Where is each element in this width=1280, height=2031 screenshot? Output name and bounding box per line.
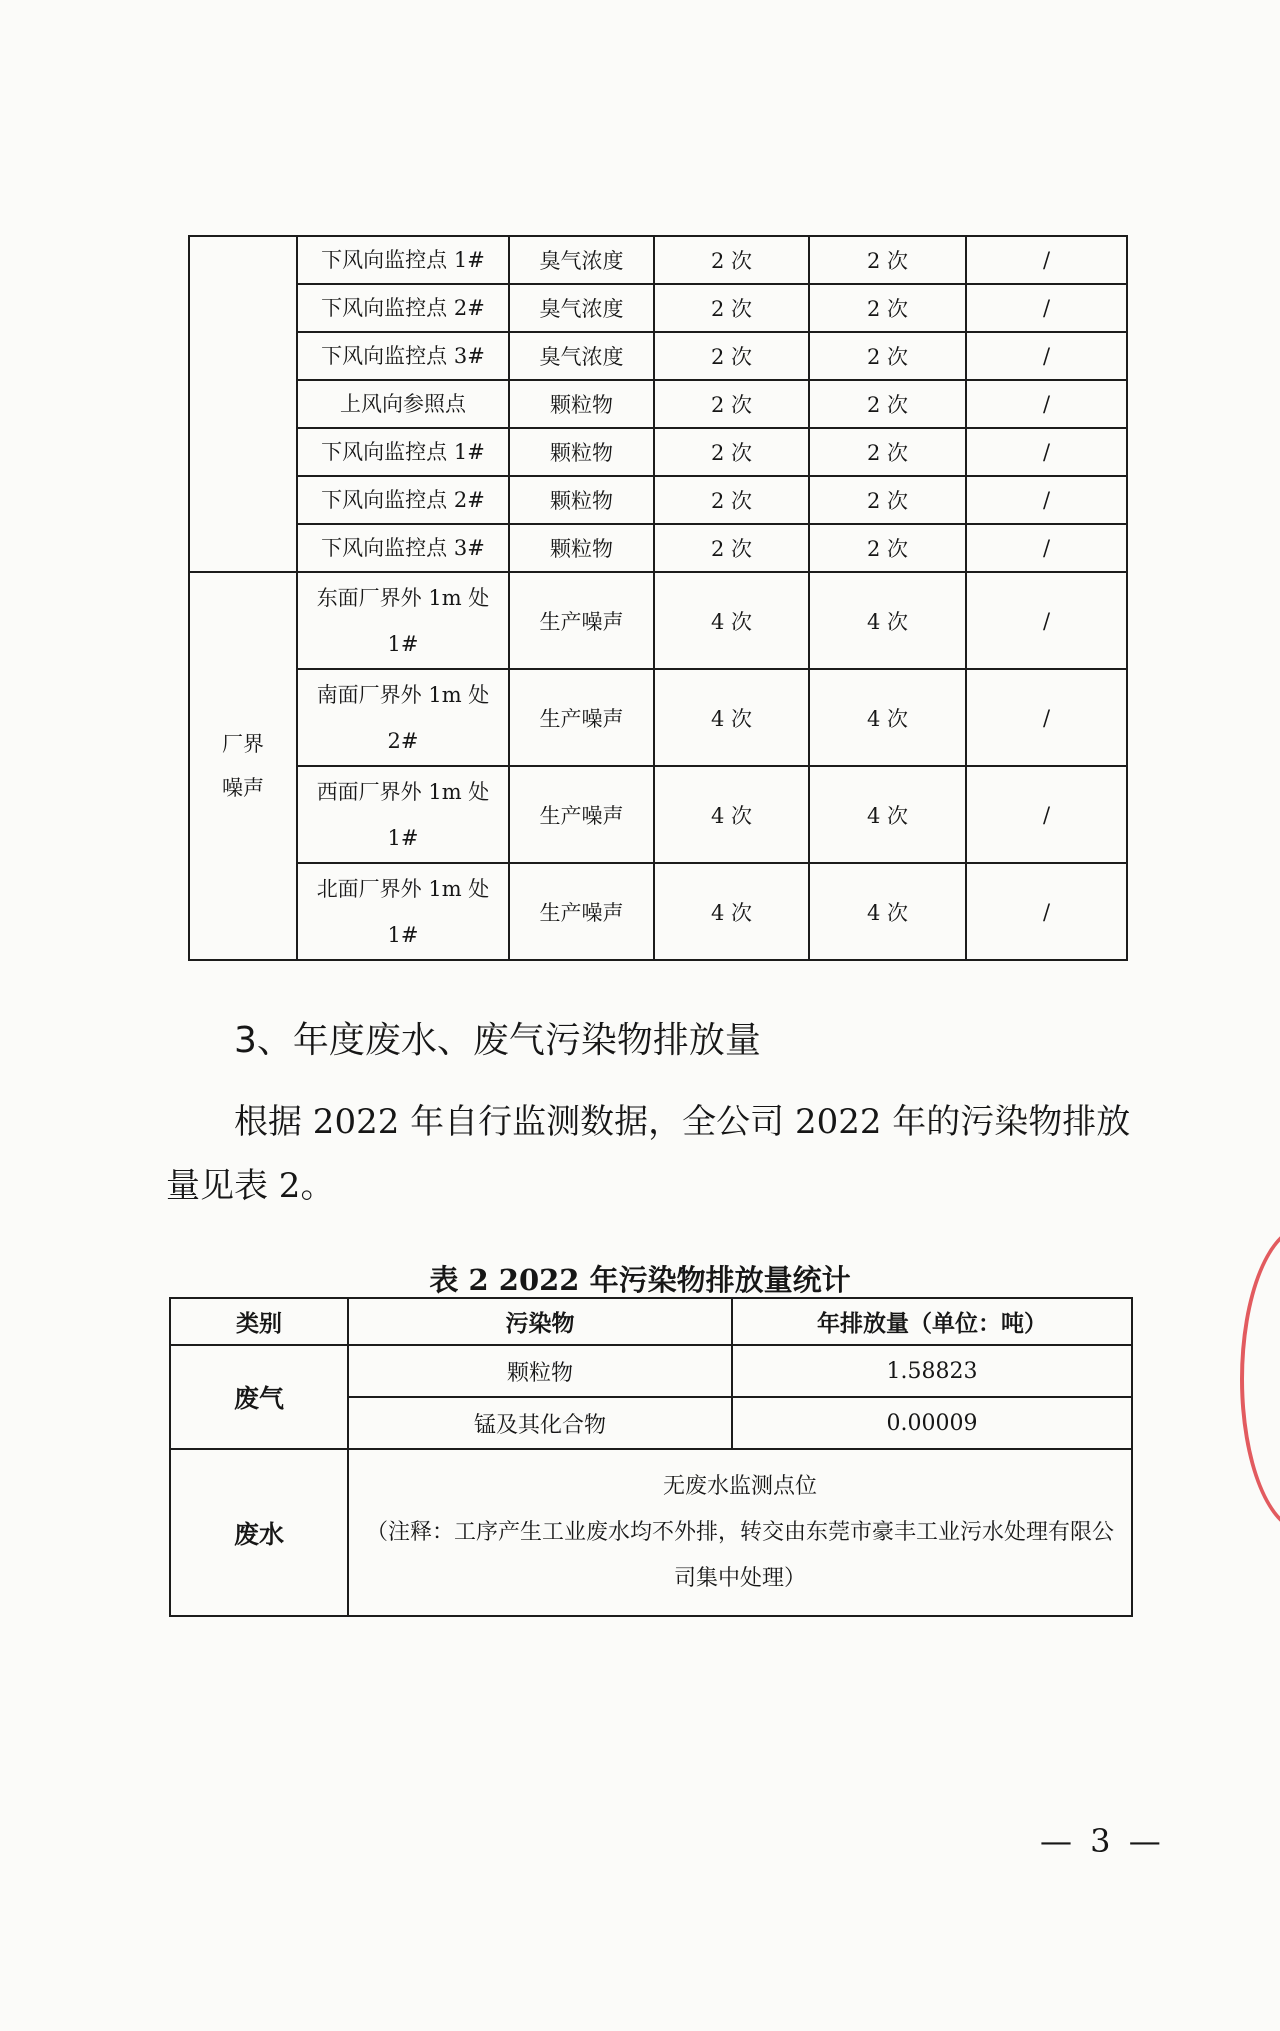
monitoring-item: 臭气浓度 bbox=[509, 332, 654, 380]
remark: / bbox=[966, 284, 1127, 332]
table-row bbox=[189, 524, 1127, 572]
completed-frequency: 2 次 bbox=[809, 332, 966, 380]
completed-frequency: 2 次 bbox=[809, 284, 966, 332]
monitoring-point: 下风向监控点 1# bbox=[297, 428, 509, 476]
amount-cell: 1.58823 bbox=[732, 1345, 1132, 1397]
table-row bbox=[189, 284, 1127, 332]
completed-frequency: 4 次 bbox=[809, 863, 966, 960]
table-row bbox=[170, 1449, 1132, 1616]
monitoring-point: 南面厂界外 1m 处 2# bbox=[297, 669, 509, 766]
monitoring-point: 西面厂界外 1m 处 1# bbox=[297, 766, 509, 863]
table-row bbox=[189, 766, 1127, 863]
amount-cell: 0.00009 bbox=[732, 1397, 1132, 1449]
planned-frequency: 2 次 bbox=[654, 284, 809, 332]
planned-frequency: 2 次 bbox=[654, 524, 809, 572]
table-title: 表 2 2022 年污染物排放量统计 bbox=[429, 1263, 851, 1297]
planned-frequency: 4 次 bbox=[654, 669, 809, 766]
monitoring-point: 上风向参照点 bbox=[297, 380, 509, 428]
gas-category-cell: 废气 bbox=[170, 1345, 348, 1449]
wastewater-note-cell: 无废水监测点位 （注释：工序产生工业废水均不外排，转交由东莞市豪丰工业污水处理有限公司集中处理） bbox=[348, 1449, 1132, 1616]
header-pollutant: 污染物 bbox=[348, 1298, 732, 1345]
completed-frequency: 2 次 bbox=[809, 236, 966, 284]
remark: / bbox=[966, 669, 1127, 766]
remark: / bbox=[966, 766, 1127, 863]
table-row bbox=[189, 669, 1127, 766]
pollutant-cell: 颗粒物 bbox=[348, 1345, 732, 1397]
table-row bbox=[189, 428, 1127, 476]
planned-frequency: 2 次 bbox=[654, 332, 809, 380]
monitoring-item: 生产噪声 bbox=[509, 863, 654, 960]
completed-frequency: 2 次 bbox=[809, 428, 966, 476]
pollutant-cell: 锰及其化合物 bbox=[348, 1397, 732, 1449]
table-row bbox=[189, 863, 1127, 960]
monitoring-table bbox=[188, 235, 1128, 961]
emission-table bbox=[169, 1297, 1133, 1617]
completed-frequency: 4 次 bbox=[809, 669, 966, 766]
planned-frequency: 4 次 bbox=[654, 572, 809, 669]
monitoring-item: 颗粒物 bbox=[509, 380, 654, 428]
water-category-cell: 废水 bbox=[170, 1449, 348, 1616]
completed-frequency: 2 次 bbox=[809, 380, 966, 428]
remark: / bbox=[966, 476, 1127, 524]
remark: / bbox=[966, 380, 1127, 428]
monitoring-item: 生产噪声 bbox=[509, 766, 654, 863]
planned-frequency: 4 次 bbox=[654, 863, 809, 960]
noise-category-cell: 厂界噪声 bbox=[189, 572, 297, 960]
planned-frequency: 2 次 bbox=[654, 380, 809, 428]
body-paragraph: 根据 2022 年自行监测数据，全公司 2022 年的污染物排放量见表 2。 bbox=[166, 1102, 1131, 1206]
completed-frequency: 2 次 bbox=[809, 476, 966, 524]
table-row bbox=[189, 236, 1127, 284]
header-category: 类别 bbox=[170, 1298, 348, 1345]
table-row bbox=[189, 476, 1127, 524]
table-row bbox=[189, 332, 1127, 380]
header-annual-emission: 年排放量（单位：吨） bbox=[732, 1298, 1132, 1345]
monitoring-point: 下风向监控点 3# bbox=[297, 332, 509, 380]
remark: / bbox=[966, 863, 1127, 960]
remark: / bbox=[966, 524, 1127, 572]
monitoring-point: 北面厂界外 1m 处 1# bbox=[297, 863, 509, 960]
page-number: — 3 — bbox=[1040, 1822, 1165, 1860]
category-cell-continued bbox=[189, 236, 297, 572]
remark: / bbox=[966, 332, 1127, 380]
planned-frequency: 2 次 bbox=[654, 428, 809, 476]
planned-frequency: 2 次 bbox=[654, 476, 809, 524]
monitoring-item: 颗粒物 bbox=[509, 476, 654, 524]
monitoring-item: 臭气浓度 bbox=[509, 236, 654, 284]
monitoring-item: 臭气浓度 bbox=[509, 284, 654, 332]
monitoring-item: 颗粒物 bbox=[509, 524, 654, 572]
monitoring-point: 下风向监控点 2# bbox=[297, 284, 509, 332]
monitoring-point: 东面厂界外 1m 处 1# bbox=[297, 572, 509, 669]
planned-frequency: 2 次 bbox=[654, 236, 809, 284]
monitoring-point: 下风向监控点 2# bbox=[297, 476, 509, 524]
monitoring-item: 颗粒物 bbox=[509, 428, 654, 476]
table-row bbox=[189, 572, 1127, 669]
remark: / bbox=[966, 572, 1127, 669]
table-row bbox=[189, 380, 1127, 428]
completed-frequency: 2 次 bbox=[809, 524, 966, 572]
monitoring-point: 下风向监控点 3# bbox=[297, 524, 509, 572]
monitoring-point: 下风向监控点 1# bbox=[297, 236, 509, 284]
section-heading: 3、年度废水、废气污染物排放量 bbox=[234, 1020, 761, 1061]
planned-frequency: 4 次 bbox=[654, 766, 809, 863]
monitoring-item: 生产噪声 bbox=[509, 669, 654, 766]
table-row bbox=[170, 1345, 1132, 1397]
completed-frequency: 4 次 bbox=[809, 572, 966, 669]
completed-frequency: 4 次 bbox=[809, 766, 966, 863]
remark: / bbox=[966, 428, 1127, 476]
monitoring-item: 生产噪声 bbox=[509, 572, 654, 669]
remark: / bbox=[966, 236, 1127, 284]
table-header-row bbox=[170, 1298, 1132, 1345]
